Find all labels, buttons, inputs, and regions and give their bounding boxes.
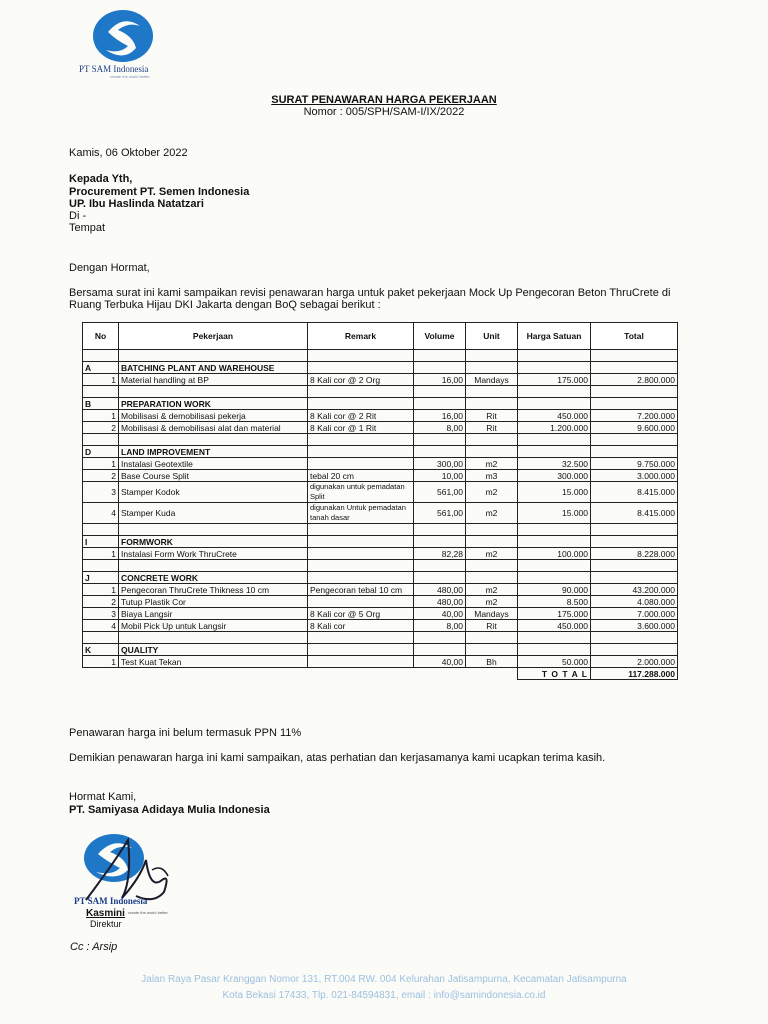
item-unit: m2	[466, 458, 518, 470]
section-title: LAND IMPROVEMENT	[119, 446, 308, 458]
header-harga: Harga Satuan	[518, 323, 591, 350]
table-cell	[591, 434, 678, 446]
table-cell	[308, 446, 414, 458]
table-cell	[119, 434, 308, 446]
table-cell	[466, 386, 518, 398]
item-no: 1	[83, 374, 119, 386]
section-row	[83, 398, 678, 410]
item-remark	[308, 548, 414, 560]
table-cell	[308, 632, 414, 644]
table-cell	[518, 446, 591, 458]
table-cell	[414, 560, 466, 572]
table-cell	[591, 398, 678, 410]
table-spacer-row	[83, 386, 678, 398]
table-cell	[466, 350, 518, 362]
item-total: 4.080.000	[591, 596, 678, 608]
table-cell	[119, 560, 308, 572]
item-total: 8.415.000	[591, 503, 678, 524]
table-row	[83, 422, 678, 434]
table-cell	[414, 398, 466, 410]
section-row	[83, 362, 678, 374]
section-title: BATCHING PLANT AND WAREHOUSE	[119, 362, 308, 374]
table-cell	[591, 536, 678, 548]
table-cell	[119, 350, 308, 362]
item-harga: 15.000	[518, 482, 591, 503]
table-cell	[466, 362, 518, 374]
table-cell	[518, 362, 591, 374]
item-pekerjaan: Mobilisasi & demobilisasi alat dan material	[119, 422, 308, 434]
item-harga: 8.500	[518, 596, 591, 608]
closing-text: Demikian penawaran harga ini kami sampaikan, atas perhatian dan kerjasamanya kami ucapkan terima kasih.	[69, 752, 606, 764]
table-cell	[518, 644, 591, 656]
item-volume: 8,00	[414, 422, 466, 434]
sender-company: PT. Samiyasa Adidaya Mulia Indonesia	[69, 804, 270, 816]
signature-stamp-text: PT SAM Indonesia	[74, 896, 148, 906]
item-volume: 8,00	[414, 620, 466, 632]
section-code: B	[83, 398, 119, 410]
table-cell	[119, 632, 308, 644]
item-remark: tebal 20 cm	[308, 470, 414, 482]
table-cell	[466, 560, 518, 572]
boq-table	[82, 322, 678, 680]
table-cell	[308, 386, 414, 398]
item-harga: 175.000	[518, 608, 591, 620]
item-no: 2	[83, 470, 119, 482]
item-volume: 561,00	[414, 503, 466, 524]
item-pekerjaan: Mobil Pick Up untuk Langsir	[119, 620, 308, 632]
item-volume: 16,00	[414, 374, 466, 386]
table-row	[83, 458, 678, 470]
table-cell	[414, 524, 466, 536]
table-cell	[518, 386, 591, 398]
table-cell	[414, 434, 466, 446]
item-unit: m2	[466, 584, 518, 596]
item-pekerjaan: Stamper Kuda	[119, 503, 308, 524]
table-cell	[518, 350, 591, 362]
item-volume: 82,28	[414, 548, 466, 560]
item-total: 3.600.000	[591, 620, 678, 632]
recipient-place: Tempat	[69, 222, 106, 234]
item-remark	[308, 656, 414, 668]
table-row	[83, 482, 678, 503]
item-pekerjaan: Stamper Kodok	[119, 482, 308, 503]
section-title: PREPARATION WORK	[119, 398, 308, 410]
table-cell	[591, 386, 678, 398]
item-unit: m2	[466, 548, 518, 560]
item-total: 9.600.000	[591, 422, 678, 434]
company-logo-tagline: create the world better	[110, 74, 150, 79]
item-pekerjaan: Tutup Plastik Cor	[119, 596, 308, 608]
table-cell	[308, 434, 414, 446]
table-cell	[518, 434, 591, 446]
table-spacer-row	[83, 350, 678, 362]
item-unit: m2	[466, 503, 518, 524]
table-cell	[308, 350, 414, 362]
item-no: 1	[83, 458, 119, 470]
item-remark: Pengecoran tebal 10 cm	[308, 584, 414, 596]
table-cell	[83, 350, 119, 362]
table-cell	[466, 536, 518, 548]
table-cell	[83, 434, 119, 446]
table-cell	[414, 446, 466, 458]
item-harga: 32.500	[518, 458, 591, 470]
header-pekerjaan: Pekerjaan	[119, 323, 308, 350]
item-total: 8.415.000	[591, 482, 678, 503]
table-cell	[591, 572, 678, 584]
item-remark: digunakan untuk pemadatan Split	[308, 482, 414, 503]
table-cell	[308, 644, 414, 656]
table-spacer-row	[83, 560, 678, 572]
section-code: J	[83, 572, 119, 584]
header-remark: Remark	[308, 323, 414, 350]
item-volume: 10,00	[414, 470, 466, 482]
item-volume: 480,00	[414, 584, 466, 596]
item-no: 1	[83, 548, 119, 560]
section-title: CONCRETE WORK	[119, 572, 308, 584]
section-row	[83, 572, 678, 584]
table-row	[83, 410, 678, 422]
footer-line-2: Kota Bekasi 17433, Tlp. 021-84594831, email : info@samindonesia.co.id	[222, 990, 546, 1001]
section-row	[83, 644, 678, 656]
item-unit: Mandays	[466, 608, 518, 620]
table-row	[83, 584, 678, 596]
item-no: 1	[83, 410, 119, 422]
table-cell	[119, 386, 308, 398]
signature-stamp-icon	[66, 830, 196, 920]
item-remark: 8 Kali cor @ 2 Rit	[308, 410, 414, 422]
regards: Hormat Kami,	[69, 791, 137, 803]
item-total: 2.800.000	[591, 374, 678, 386]
item-no: 4	[83, 503, 119, 524]
item-harga: 450.000	[518, 620, 591, 632]
table-row	[83, 548, 678, 560]
table-cell	[466, 524, 518, 536]
company-logo-text: PT SAM Indonesia	[79, 64, 149, 74]
table-spacer-row	[83, 434, 678, 446]
table-cell	[466, 644, 518, 656]
table-cell	[308, 572, 414, 584]
item-pekerjaan: Biaya Langsir	[119, 608, 308, 620]
table-spacer-row	[83, 524, 678, 536]
item-pekerjaan: Material handling at BP	[119, 374, 308, 386]
table-cell	[414, 536, 466, 548]
table-cell	[308, 536, 414, 548]
item-total: 7.000.000	[591, 608, 678, 620]
item-harga: 450.000	[518, 410, 591, 422]
table-spacer-row	[83, 632, 678, 644]
table-cell	[591, 362, 678, 374]
item-harga: 50.000	[518, 656, 591, 668]
table-cell	[591, 524, 678, 536]
section-code: D	[83, 446, 119, 458]
item-harga: 300.000	[518, 470, 591, 482]
table-cell	[518, 524, 591, 536]
item-pekerjaan: Instalasi Geotextile	[119, 458, 308, 470]
item-unit: Mandays	[466, 374, 518, 386]
table-cell	[466, 572, 518, 584]
table-row	[83, 608, 678, 620]
footer-address	[0, 972, 768, 1004]
item-remark: 8 Kali cor @ 2 Org	[308, 374, 414, 386]
item-volume: 40,00	[414, 656, 466, 668]
item-harga: 175.000	[518, 374, 591, 386]
item-no: 4	[83, 620, 119, 632]
item-pekerjaan: Instalasi Form Work ThruCrete	[119, 548, 308, 560]
item-harga: 90.000	[518, 584, 591, 596]
table-cell	[308, 560, 414, 572]
item-total: 7.200.000	[591, 410, 678, 422]
item-unit: Rit	[466, 410, 518, 422]
table-row	[83, 596, 678, 608]
header-volume: Volume	[414, 323, 466, 350]
table-row	[83, 470, 678, 482]
table-cell	[83, 386, 119, 398]
header-unit: Unit	[466, 323, 518, 350]
table-cell	[466, 434, 518, 446]
item-no: 3	[83, 482, 119, 503]
item-volume: 480,00	[414, 596, 466, 608]
signature-stamp-tagline: create the world better	[128, 910, 168, 915]
recipient-di: Di -	[69, 210, 87, 222]
table-cell	[83, 632, 119, 644]
table-cell	[591, 632, 678, 644]
item-unit: m3	[466, 470, 518, 482]
item-unit: m2	[466, 482, 518, 503]
table-total-row	[83, 668, 678, 680]
item-remark: 8 Kali cor @ 5 Org	[308, 608, 414, 620]
item-remark: digunakan Untuk pemadatan tanah dasar	[308, 503, 414, 524]
recipient-company: Procurement PT. Semen Indonesia	[69, 186, 250, 198]
table-cell	[518, 560, 591, 572]
table-cell	[591, 644, 678, 656]
total-value: 117.288.000	[591, 668, 678, 680]
footer-line-1: Jalan Raya Pasar Kranggan Nomor 131, RT.004 RW. 004 Kelurahan Jatisampurna, Kecamatan Jatisampurna	[141, 974, 627, 985]
letter-number: Nomor : 005/SPH/SAM-I/IX/2022	[303, 106, 465, 118]
table-cell	[414, 572, 466, 584]
table-cell	[414, 644, 466, 656]
item-harga: 1.200.000	[518, 422, 591, 434]
greeting: Dengan Hormat,	[69, 262, 150, 274]
item-total: 3.000.000	[591, 470, 678, 482]
table-cell	[466, 446, 518, 458]
recipient-line: Kepada Yth,	[69, 173, 133, 185]
section-code: K	[83, 644, 119, 656]
letter-title: SURAT PENAWARAN HARGA PEKERJAAN	[271, 94, 497, 106]
header-total: Total	[591, 323, 678, 350]
table-cell	[591, 560, 678, 572]
item-volume: 561,00	[414, 482, 466, 503]
item-remark: 8 Kali cor @ 1 Rit	[308, 422, 414, 434]
table-cell	[591, 350, 678, 362]
item-pekerjaan: Pengecoran ThruCrete Thikness 10 cm	[119, 584, 308, 596]
table-cell	[83, 524, 119, 536]
table-cell	[518, 398, 591, 410]
section-title: QUALITY	[119, 644, 308, 656]
signer-name: Kasmini	[86, 908, 125, 919]
table-cell	[466, 398, 518, 410]
table-cell	[591, 446, 678, 458]
item-remark	[308, 458, 414, 470]
table-cell	[308, 398, 414, 410]
item-no: 2	[83, 596, 119, 608]
section-title: FORMWORK	[119, 536, 308, 548]
item-pekerjaan: Test Kuat Tekan	[119, 656, 308, 668]
table-cell	[119, 524, 308, 536]
item-unit: Bh	[466, 656, 518, 668]
item-no: 2	[83, 422, 119, 434]
section-code: A	[83, 362, 119, 374]
table-cell	[308, 362, 414, 374]
table-cell	[414, 386, 466, 398]
item-total: 43.200.000	[591, 584, 678, 596]
total-label: T O T A L	[518, 668, 591, 680]
item-volume: 40,00	[414, 608, 466, 620]
table-cell	[518, 572, 591, 584]
item-total: 9.750.000	[591, 458, 678, 470]
item-remark: 8 Kali cor	[308, 620, 414, 632]
letter-date: Kamis, 06 Oktober 2022	[69, 147, 188, 159]
header-no: No	[83, 323, 119, 350]
item-pekerjaan: Base Course Split	[119, 470, 308, 482]
item-no: 3	[83, 608, 119, 620]
table-row	[83, 503, 678, 524]
item-unit: Rit	[466, 620, 518, 632]
item-volume: 300,00	[414, 458, 466, 470]
table-cell	[414, 632, 466, 644]
item-unit: Rit	[466, 422, 518, 434]
item-harga: 100.000	[518, 548, 591, 560]
table-cell	[414, 350, 466, 362]
section-row	[83, 536, 678, 548]
section-code: I	[83, 536, 119, 548]
signer-title: Direktur	[90, 919, 122, 929]
item-no: 1	[83, 656, 119, 668]
table-cell	[83, 560, 119, 572]
table-cell	[518, 632, 591, 644]
recipient-attention: UP. Ibu Haslinda Natatzari	[69, 198, 204, 210]
intro-line-2: Ruang Terbuka Hijau DKI Jakarta dengan BoQ sebagai berikut :	[69, 299, 381, 311]
table-row	[83, 620, 678, 632]
intro-line-1: Bersama surat ini kami sampaikan revisi penawaran harga untuk paket pekerjaan Mock Up Pengecoran Beton ThruCrete di	[69, 287, 671, 299]
cc-line: Cc : Arsip	[70, 941, 118, 953]
table-header-row	[83, 323, 678, 350]
item-total: 8.228.000	[591, 548, 678, 560]
table-cell	[466, 632, 518, 644]
table-row	[83, 374, 678, 386]
item-harga: 15.000	[518, 503, 591, 524]
item-no: 1	[83, 584, 119, 596]
table-cell	[414, 362, 466, 374]
table-cell	[518, 536, 591, 548]
item-volume: 16,00	[414, 410, 466, 422]
item-remark	[308, 596, 414, 608]
table-row	[83, 656, 678, 668]
item-unit: m2	[466, 596, 518, 608]
item-total: 2.000.000	[591, 656, 678, 668]
item-pekerjaan: Mobilisasi & demobilisasi pekerja	[119, 410, 308, 422]
table-cell	[308, 524, 414, 536]
note-ppn: Penawaran harga ini belum termasuk PPN 11%	[69, 727, 302, 739]
section-row	[83, 446, 678, 458]
